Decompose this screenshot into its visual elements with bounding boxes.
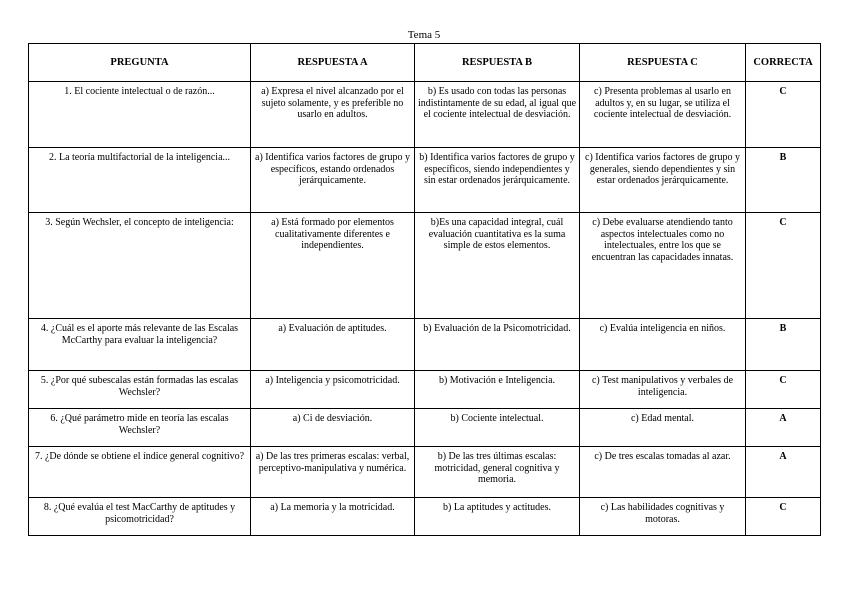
table-row [29,409,821,447]
answer-b-cell: b) Es usado con todas las personas indistintamente de su edad, al igual que el cociente intelectual de desviación. [415,82,580,148]
correct-answer-cell: A [746,409,821,447]
correct-answer-cell: B [746,319,821,371]
table-row [29,447,821,498]
table-row [29,213,821,319]
correct-answer-cell: B [746,148,821,213]
correct-answer-cell: C [746,82,821,148]
quiz-table [28,43,821,536]
answer-b-cell: b)Es una capacidad integral, cuál evaluación cuantitativa es la suma simple de estos elementos. [415,213,580,319]
question-cell: 5. ¿Por qué subescalas están formadas las escalas Wechsler? [29,371,251,409]
header-correcta: CORRECTA [746,44,821,82]
answer-c-cell: c) De tres escalas tomadas al azar. [580,447,746,498]
answer-c-cell: c) Las habilidades cognitivas y motoras. [580,498,746,536]
answer-a-cell: a) Está formado por elementos cualitativamente diferentes e independientes. [251,213,415,319]
question-cell: 7. ¿De dónde se obtiene el índice general cognitivo? [29,447,251,498]
answer-c-cell: c) Edad mental. [580,409,746,447]
question-cell: 4. ¿Cuál es el aporte más relevante de las Escalas McCarthy para evaluar la inteligencia? [29,319,251,371]
header-respuesta-a: RESPUESTA A [251,44,415,82]
correct-answer-cell: C [746,498,821,536]
question-cell: 6. ¿Qué parámetro mide en teoría las escalas Wechsler? [29,409,251,447]
answer-b-cell: b) Identifica varios factores de grupo y específicos, siendo independientes y sin estar ordenados jerárquicamente. [415,148,580,213]
correct-answer-cell: C [746,213,821,319]
answer-b-cell: b) La aptitudes y actitudes. [415,498,580,536]
answer-a-cell: a) Inteligencia y psicomotricidad. [251,371,415,409]
answer-a-cell: a) Ci de desviación. [251,409,415,447]
document-title: Tema 5 [407,29,441,41]
question-cell: 2. La teoría multifactorial de la inteligencia... [29,148,251,213]
correct-answer-cell: A [746,447,821,498]
header-respuesta-c: RESPUESTA C [580,44,746,82]
answer-a-cell: a) Expresa el nivel alcanzado por el sujeto solamente, y es preferible no usarlo en adultos. [251,82,415,148]
answer-b-cell: b) Motivación e Inteligencia. [415,371,580,409]
answer-c-cell: c) Test manipulativos y verbales de inteligencia. [580,371,746,409]
table-row [29,82,821,148]
question-cell: 3. Según Wechsler, el concepto de inteligencia: [29,213,251,319]
answer-b-cell: b) Cociente intelectual. [415,409,580,447]
answer-c-cell: c) Presenta problemas al usarlo en adultos y, en su lugar, se utiliza el cociente intelectual de desviación. [580,82,746,148]
header-pregunta: PREGUNTA [29,44,251,82]
table-row [29,498,821,536]
answer-c-cell: c) Evalúa inteligencia en niños. [580,319,746,371]
answer-a-cell: a) La memoria y la motricidad. [251,498,415,536]
answer-a-cell: a) Evaluación de aptitudes. [251,319,415,371]
answer-b-cell: b) De las tres últimas escalas: motricidad, general cognitiva y memoria. [415,447,580,498]
table-row [29,148,821,213]
table-row [29,371,821,409]
answer-b-cell: b) Evaluación de la Psicomotricidad. [415,319,580,371]
answer-a-cell: a) De las tres primeras escalas: verbal, perceptivo-manipulativa y numérica. [251,447,415,498]
answer-c-cell: c) Debe evaluarse atendiendo tanto aspectos intelectuales como no intelectuales, entre los que se encuentran las capacidades innatas. [580,213,746,319]
table-row [29,319,821,371]
header-respuesta-b: RESPUESTA B [415,44,580,82]
correct-answer-cell: C [746,371,821,409]
answer-c-cell: c) Identifica varios factores de grupo y generales, siendo dependientes y sin estar ordenados jerárquicamente. [580,148,746,213]
question-cell: 8. ¿Qué evalúa el test MacCarthy de aptitudes y psicomotricidad? [29,498,251,536]
header-row [29,44,821,82]
question-cell: 1. El cociente intelectual o de razón... [29,82,251,148]
answer-a-cell: a) Identifica varios factores de grupo y específicos, estando ordenados jerárquicamente. [251,148,415,213]
